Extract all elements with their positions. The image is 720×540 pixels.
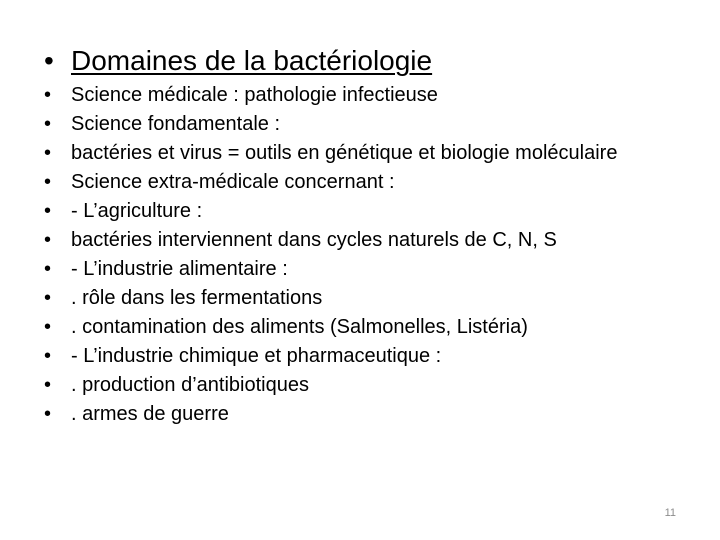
bullet-icon: • xyxy=(44,45,54,76)
bullet-icon: • xyxy=(44,171,52,193)
list-item xyxy=(44,113,684,136)
bullet-list xyxy=(44,84,684,432)
list-item-text: . production d’antibiotiques xyxy=(71,374,309,396)
list-item xyxy=(44,287,684,310)
bullet-icon: • xyxy=(44,142,52,164)
list-item-text: . armes de guerre xyxy=(71,403,229,425)
bullet-icon: • xyxy=(44,374,52,396)
bullet-icon: • xyxy=(44,345,52,367)
bullet-icon: • xyxy=(44,287,52,309)
list-item xyxy=(44,171,684,194)
page-number: 11 xyxy=(664,507,676,519)
list-item-text: bactéries et virus = outils en génétique et biologie moléculaire xyxy=(71,142,618,164)
list-item-text: Science médicale : pathologie infectieuse xyxy=(71,84,438,106)
list-item xyxy=(44,258,684,281)
bullet-icon: • xyxy=(44,316,52,338)
list-item xyxy=(44,229,684,252)
bullet-icon: • xyxy=(44,403,52,425)
list-item-text: bactéries interviennent dans cycles naturels de C, N, S xyxy=(71,229,557,251)
list-item-text: - L’industrie alimentaire : xyxy=(71,258,288,280)
list-item xyxy=(44,374,684,397)
list-item-text: . contamination des aliments (Salmonelles, Listéria) xyxy=(71,316,528,338)
list-item-text: Science fondamentale : xyxy=(71,113,281,135)
list-item-text: - L’industrie chimique et pharmaceutique : xyxy=(71,345,442,367)
bullet-icon: • xyxy=(44,229,52,251)
list-item xyxy=(44,84,684,107)
bullet-icon: • xyxy=(44,84,52,106)
slide-title: Domaines de la bactériologie xyxy=(71,45,433,76)
bullet-icon: • xyxy=(44,113,52,135)
list-item-text: - L’agriculture : xyxy=(71,200,203,222)
list-item-text: Science extra-médicale concernant : xyxy=(71,171,395,193)
list-item xyxy=(44,403,684,426)
bullet-icon: • xyxy=(44,258,52,280)
list-item xyxy=(44,142,684,165)
list-item xyxy=(44,200,684,223)
list-item xyxy=(44,345,684,368)
bullet-icon: • xyxy=(44,200,52,222)
slide-title-row xyxy=(44,44,432,78)
list-item-text: . rôle dans les fermentations xyxy=(71,287,323,309)
list-item xyxy=(44,316,684,339)
